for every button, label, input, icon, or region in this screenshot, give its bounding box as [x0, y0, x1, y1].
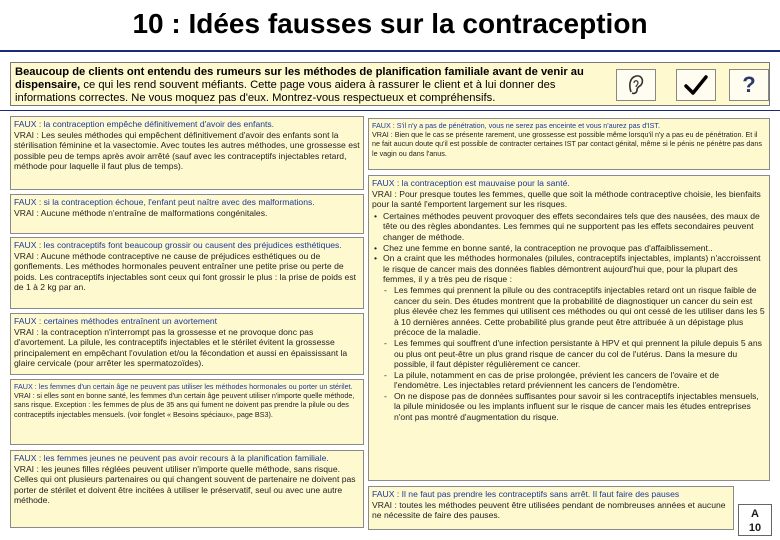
list-item: - On ne dispose pas de données suffisantes pour savoir si les contraceptifs injectables mensuels, la pilule minidosée ou les implants influent sur le risque de cancer mais les études entreprises n'ont pas montré d'augmentation du risque.	[394, 391, 766, 423]
ear-icon	[616, 69, 656, 101]
intro-text	[15, 66, 615, 105]
myth-box-young-women	[10, 450, 364, 528]
intro-divider	[0, 110, 780, 111]
myth-faux: FAUX : Il ne faut pas prendre les contraceptifs sans arrêt. Il faut faire des pauses	[372, 489, 680, 499]
myth-faux: FAUX : les femmes jeunes ne peuvent pas avoir recours à la planification familiale.	[14, 453, 329, 463]
list-item: - La pilule, notamment en cas de prise prolongée, prévient les cancers de l'ovaire et de l'endomètre. Les injectables retard préviennent les cancers de l'endomètre.	[394, 370, 766, 391]
myth-faux: FAUX : les contraceptifs font beaucoup grossir ou causent des préjudices esthétiques.	[14, 240, 342, 250]
myth-faux: FAUX : la contraception est mauvaise pour la santé.	[372, 178, 570, 188]
page-badge-number: 10	[748, 522, 762, 534]
myth-box-malformations	[10, 194, 364, 234]
title-divider	[0, 50, 780, 52]
myth-faux: FAUX : la contraception empêche définitivement d'avoir des enfants.	[14, 119, 275, 129]
myth-vrai: VRAI : Les seules méthodes qui empêchent définitivement d'avoir des enfants sont la stérilisation féminine et la vasectomie. Avec toutes les autres méthodes, une grossesse est possible peu de temps après avoir arrêté (sauf avec les contraceptifs injectables retard, méthode pour laquelle il faut plus de temps).	[14, 129, 360, 172]
myth-vrai: VRAI : Pour presque toutes les femmes, quelle que soit la méthode contraceptive choisie, les bienfaits pour la santé l'emportent largement sur les risques.	[372, 188, 761, 210]
list-item: • On a craint que les méthodes hormonales (pilules, contraceptifs injectables, implants) n'accroissent le risque de cancer mais des données fiables démontrent aujourd'hui que, pour la plupart des femmes, il y a très peu de risque :	[383, 253, 766, 285]
myth-vrai: VRAI : Aucune méthode contraceptive ne cause de préjudices esthétiques ou de gonflements. Les méthodes hormonales peuvent entraîner une petite prise ou perte de poids. Les contraceptifs injectables sont ceux qui font grossir le plus : la prise de poids est de 1 à 2 kg par an.	[14, 250, 357, 293]
question-glyph: ?	[742, 72, 756, 97]
list-item: - Les femmes qui souffrent d'une infection persistante à HPV et qui prennent la pilule depuis 5 ans ou plus ont peut-être un plus grand risque de cancer du col de l'utérus. Dans la mesure du possible, il faut dépister régulièrement ce cancer.	[394, 338, 766, 370]
myth-box-health	[368, 175, 770, 481]
list-item: - Les femmes qui prennent la pilule ou des contraceptifs injectables retard ont un risque faible de cancer du sein. Des études montrent que la probabilité de diagnostiquer un cancer du sein est plus élevée chez les femmes qui utilisent ces méthodes ou qui ont cessé de les utiliser dans les 5 à 10 dernières années. Cette probabilité plus grande peut être attribuée à un dépistage plus précoce de la maladie.	[394, 285, 766, 338]
myth-box-older-women	[10, 379, 364, 445]
myth-vrai: VRAI : les jeunes filles réglées peuvent utiliser n'importe quelle méthode, sans risque. Celles qui ont plusieurs partenaires ou qui changent souvent de partenaire ne doivent pas porter de stérilet et doivent être incitées à utiliser le préservatif, seul ou avec une autre méthode.	[14, 463, 356, 506]
myth-box-infertility	[10, 116, 364, 190]
myth-box-pauses	[368, 486, 734, 530]
myth-vrai: VRAI : la contraception n'interrompt pas la grossesse et ne provoque donc pas d'avortement. La pilule, les contraceptifs injectables et le stérilet évitent la grossesse principalement en empêchant l'ovulation et/ou la fécondation et aussi en épaississant la glaire cervicale (pour arrêter les spermatozoïdes).	[14, 326, 348, 369]
myth-vrai: VRAI : Bien que le cas se présente rarement, une grossesse est possible même lorsqu'il n'y a pas eu de pénétration. Et il ne fait aucun doute qu'il est possible de contracter certaines IST par contact génital, même si le pénis ne pénètre pas dans le vagin ou dans l'anus.	[372, 130, 762, 158]
page-title: 10 : Idées fausses sur la contraception	[132, 8, 648, 39]
intro-panel	[10, 62, 770, 106]
checkmark-icon	[676, 69, 716, 101]
myth-box-weight	[10, 237, 364, 309]
list-item: • Certaines méthodes peuvent provoquer des effets secondaires tels que des nausées, des maux de tête ou des règles abondantes. Les femmes qui ne supportent pas les effets secondaires peuvent changer de méthode.	[383, 211, 766, 243]
health-bullet-list	[372, 211, 766, 285]
page-badge	[738, 504, 772, 536]
page-badge-letter: A	[751, 508, 759, 520]
myth-faux: FAUX : certaines méthodes entraînent un avortement	[14, 316, 218, 326]
myth-faux: FAUX : S'il n'y a pas de pénétration, vous ne serez pas enceinte et vous n'aurez pas d'IST.	[372, 121, 660, 130]
myth-faux: FAUX : si la contraception échoue, l'enfant peut naître avec des malformations.	[14, 197, 315, 207]
myth-box-abortion	[10, 313, 364, 375]
myth-vrai: VRAI : si elles sont en bonne santé, les femmes d'un certain âge peuvent utiliser n'importe quelle méthode, sans risque. Exception : les femmes de plus de 35 ans qui fument ne doivent pas prendre la pilule ou des contraceptifs injectables mensuels. (voir fonglet « Besoins spéciaux», page BS3).	[14, 391, 355, 419]
intro-rest: ce qui les rend souvent méfiants. Cette page vous aidera à rassurer le client et à lui donner des informations correctes. Ne vous moquez pas d'eux. Montrez-vous respectueux et compréhensifs.	[15, 79, 556, 104]
myth-vrai: VRAI : toutes les méthodes peuvent être utilisées pendant de nombreuses années et aucune ne nécessite de faire des pauses.	[372, 499, 726, 521]
intro-bold: Beaucoup de clients ont entendu des rumeurs sur les méthodes de planification familiale avant de venir au dispensaire,	[15, 66, 584, 91]
myth-vrai: VRAI : Aucune méthode n'entraîne de malformations congénitales.	[14, 207, 268, 218]
list-item: • Chez une femme en bonne santé, la contraception ne provoque pas d'affaiblissement..	[383, 243, 766, 254]
myth-box-penetration	[368, 118, 770, 170]
cancer-risk-list	[382, 285, 766, 423]
myth-faux: FAUX : les femmes d'un certain âge ne peuvent pas utiliser les méthodes hormonales ou porter un stérilet.	[14, 382, 353, 391]
question-icon	[729, 69, 769, 101]
